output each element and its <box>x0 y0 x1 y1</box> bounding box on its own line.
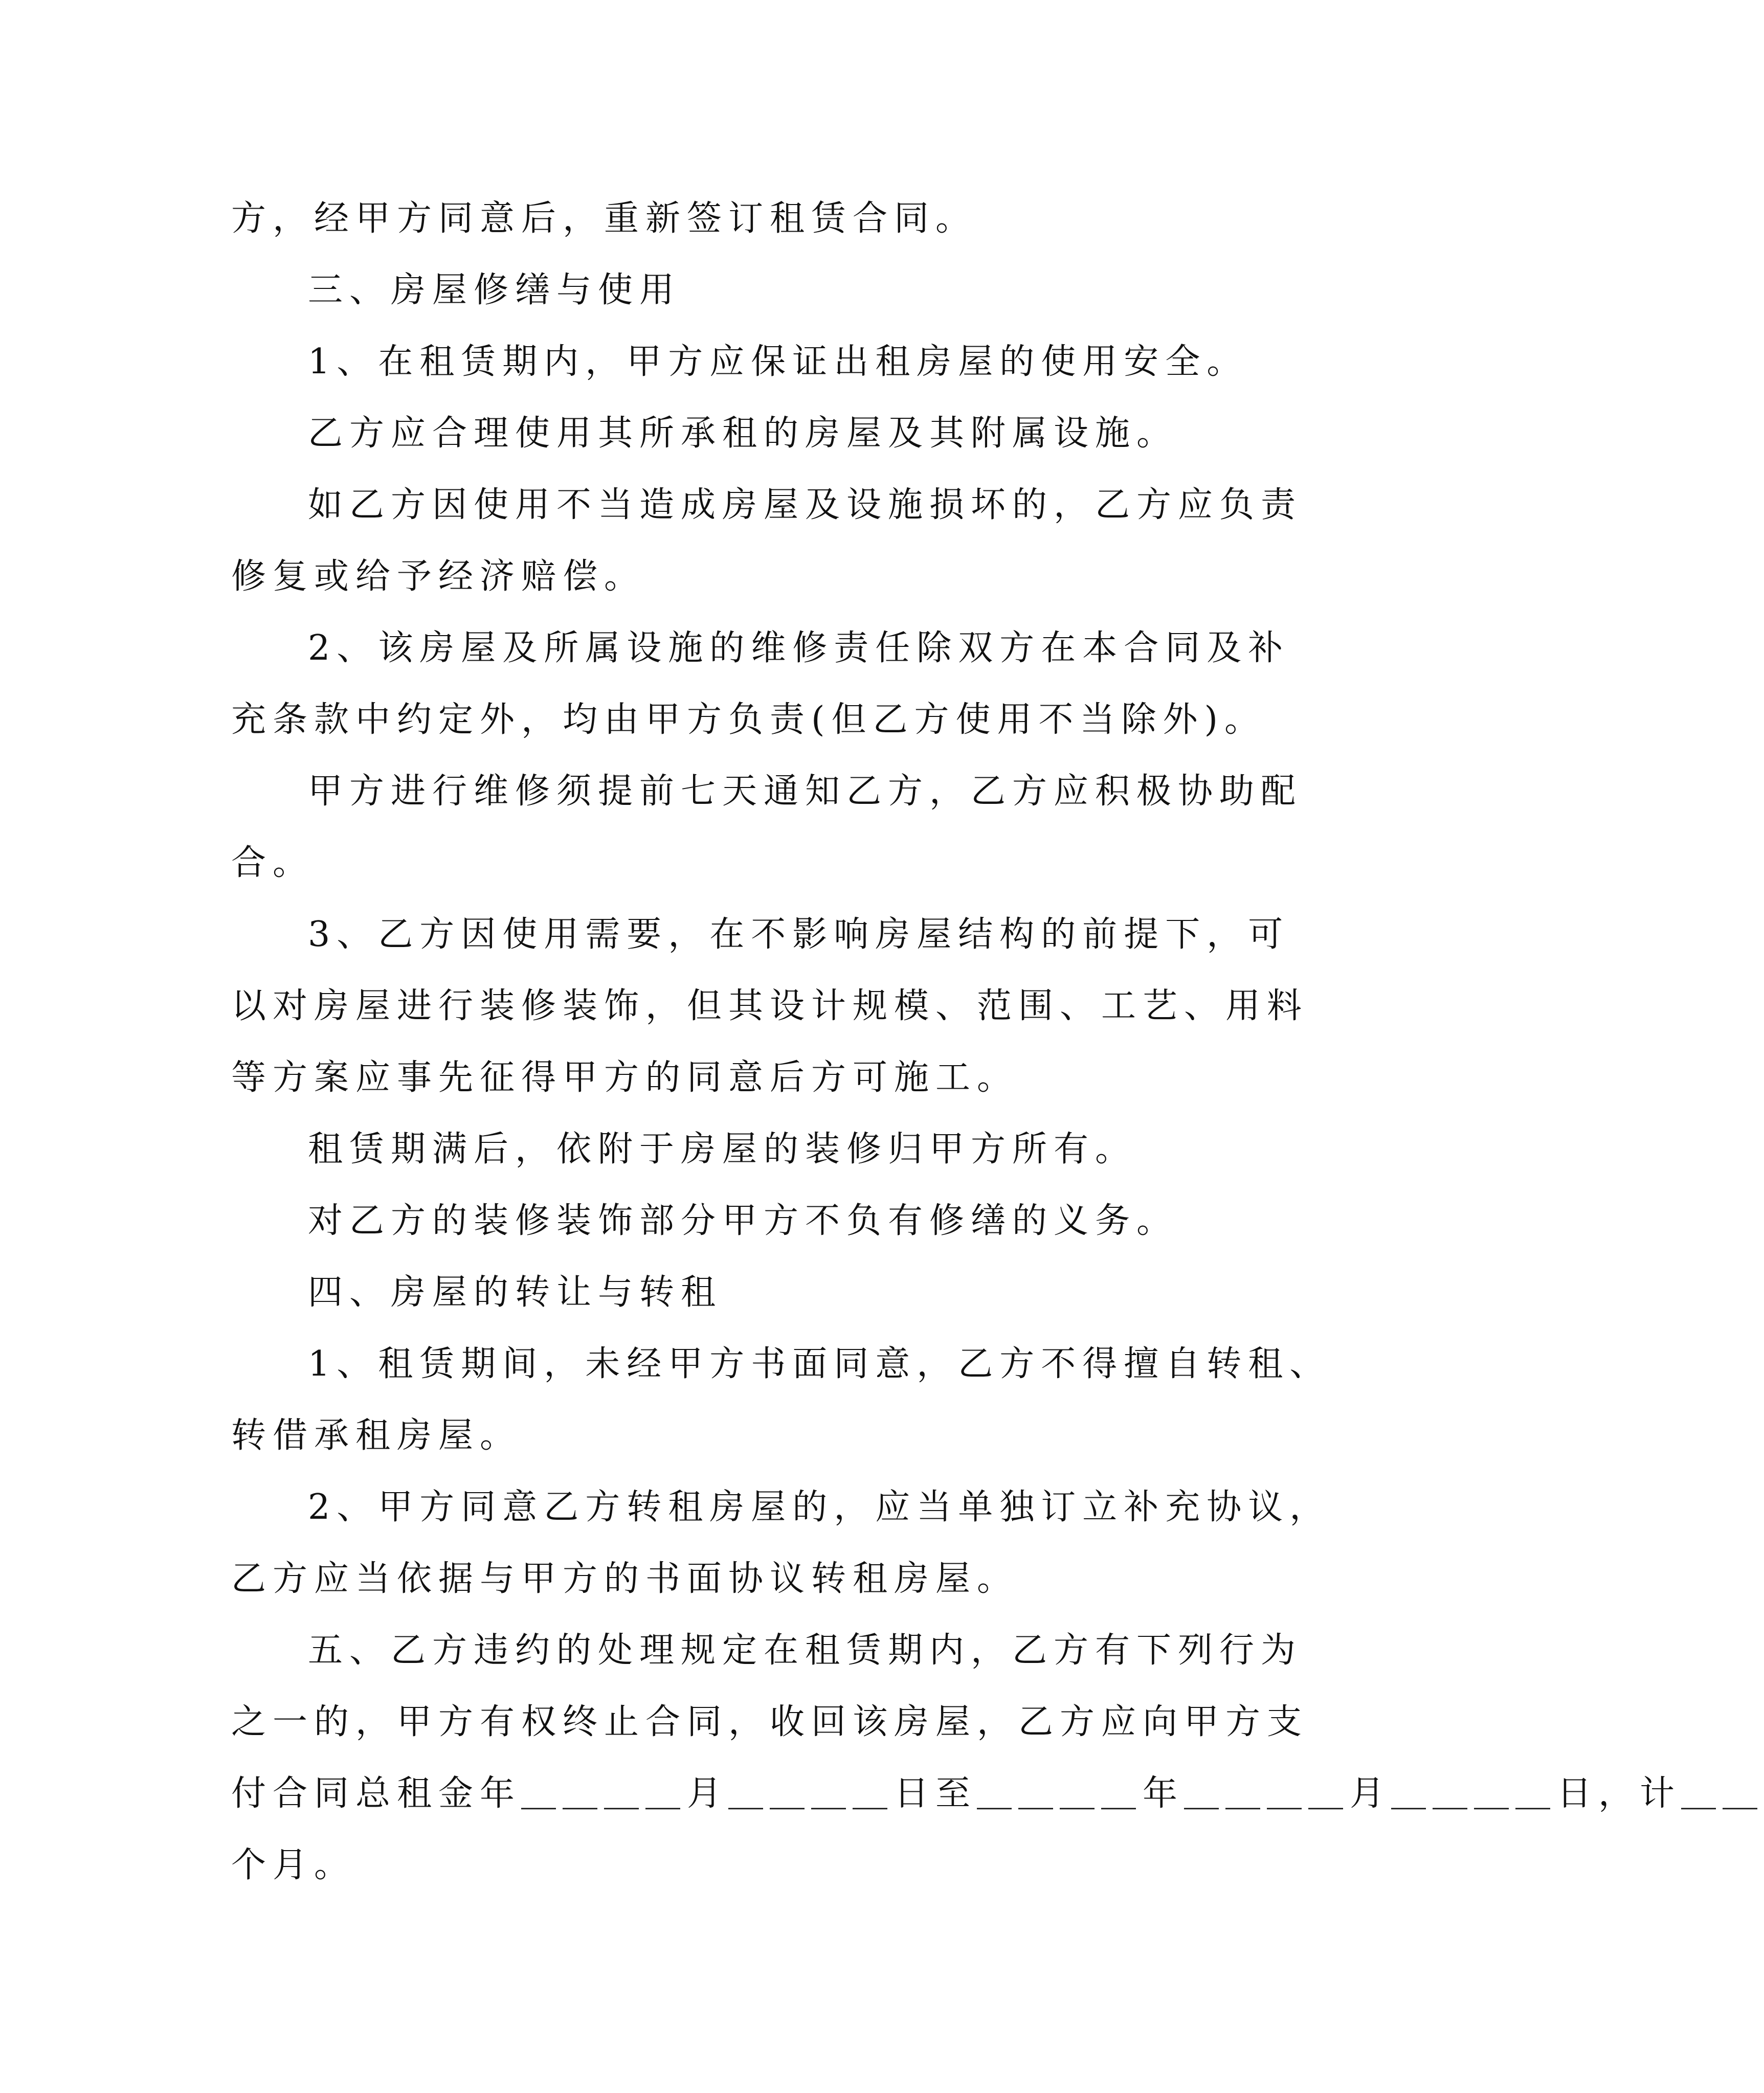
paragraph-line: 修复或给予经济赔偿。 <box>231 556 646 597</box>
paragraph-line: 2、甲方同意乙方转租房屋的，应当单独订立补充协议， <box>308 1487 1331 1527</box>
section-heading-4: 四、房屋的转让与转租 <box>308 1272 723 1313</box>
paragraph-line: 3、乙方因使用需要，在不影响房屋结构的前提下，可 <box>308 914 1290 955</box>
paragraph-line: 个月。 <box>231 1845 356 1885</box>
paragraph-line: 合。 <box>231 843 315 883</box>
paragraph-line: 甲方进行维修须提前七天通知乙方，乙方应积极协助配 <box>308 771 1303 812</box>
paragraph-line: 等方案应事先征得甲方的同意后方可施工。 <box>231 1057 1019 1098</box>
paragraph-line: 转借承租房屋。 <box>231 1415 522 1456</box>
paragraph-line: 如乙方因使用不当造成房屋及设施损坏的，乙方应负责 <box>308 485 1303 525</box>
paragraph-line: 对乙方的装修装饰部分甲方不负有修缮的义务。 <box>308 1201 1178 1241</box>
paragraph-line: 之一的，甲方有权终止合同，收回该房屋，乙方应向甲方支 <box>231 1702 1309 1742</box>
paragraph-line: 方，经甲方同意后，重新签订租赁合同。 <box>231 198 977 239</box>
paragraph-line: 以对房屋进行装修装饰，但其设计规模、范围、工艺、用料 <box>231 986 1309 1026</box>
document-body <box>231 183 1764 1901</box>
paragraph-line: 充条款中约定外，均由甲方负责(但乙方使用不当除外)。 <box>231 700 1266 740</box>
paragraph-line: 2、该房屋及所属设施的维修责任除双方在本合同及补 <box>308 628 1290 668</box>
paragraph-line: 1、在租赁期内，甲方应保证出租房屋的使用安全。 <box>308 342 1248 382</box>
paragraph-line: 租赁期满后，依附于房屋的装修归甲方所有。 <box>308 1129 1137 1169</box>
paragraph-line: 乙方应合理使用其所承租的房屋及其附属设施。 <box>308 413 1178 454</box>
paragraph-line-blanks: 付合同总租金年＿＿＿＿月＿＿＿＿日至＿＿＿＿年＿＿＿＿月＿＿＿＿日，计＿＿ <box>231 1773 1764 1814</box>
paragraph-line: 乙方应当依据与甲方的书面协议转租房屋。 <box>231 1559 1019 1599</box>
section-heading-3: 三、房屋修缮与使用 <box>308 270 681 310</box>
section-heading-5: 五、乙方违约的处理规定在租赁期内，乙方有下列行为 <box>308 1630 1303 1671</box>
paragraph-line: 1、租赁期间，未经甲方书面同意，乙方不得擅自转租、 <box>308 1344 1331 1384</box>
